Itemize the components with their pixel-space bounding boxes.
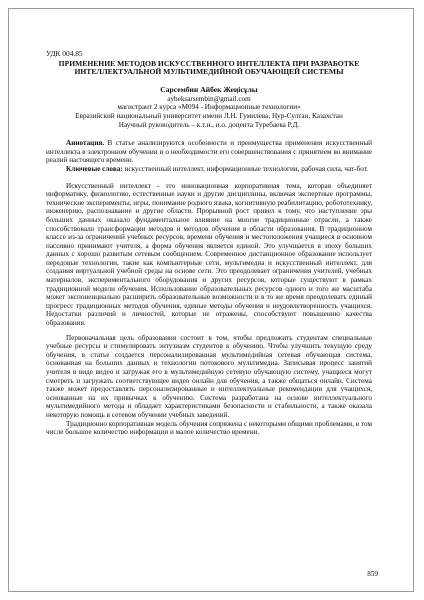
paragraph-2: Первоначальная цель образования состоит в том, чтобы предложить студентам специальные учебные ресурсы и стимулировать энтузиазм студентов к обучению. Чтобы улучшить текущую среду обучения, в статье создается персонализированная мультимедийная сетевая обучающая система, основанная на больших данных и технологии потокового мультимедиа. Записывая процесс занятий учителя в виде видео и загружая его в мультимедийную сетевую обучающую систему, учащиеся могут смотреть и загружать соответствующее видео онлайн для обучения, а также общаться онлайн. Система также может предоставлять персонализированные и интеллектуальные рекомендации для учащихся, основанные на их привычках к обучению. Система разработана на основе интеллектуального мультимедийного метода и обладает характеристиками безопасности и стабильности, а также оказала некоторую помощь в сетевом обучении учебных заведений. bbox=[46, 333, 372, 419]
author-name: Сарсембин Айбек Жеңісұлы bbox=[160, 85, 258, 95]
keywords bbox=[46, 165, 372, 174]
author-supervisor: Научный руководитель – к.т.н., и.о. доцента Туребаева Р.Д. bbox=[118, 120, 300, 129]
abstract-text: В статье анализируются особенности и преимущества применения искусственный интеллекта в электронном обучении и о необходимости его совершенствования с принятием во внимание реалий настоящего времени. bbox=[46, 139, 372, 165]
keywords-text: искусственный интеллект, информационные технологии, рабочая сила, чат-бот. bbox=[122, 164, 369, 173]
abstract bbox=[46, 139, 372, 165]
document-page bbox=[46, 50, 372, 437]
article-title: ПРИМЕНЕНИЕ МЕТОДОВ ИСКУССТВЕННОГО ИНТЕЛЛЕКТА ПРИ РАЗРАБОТКЕ ИНТЕЛЛЕКТУАЛЬНОЙ МУЛЬТИМЕДИЙНОЙ ОБУЧАЮЩЕЙ СИСТЕМЫ bbox=[58, 58, 360, 77]
author-degree: магистрант 2 курса «M094 - Информационные технологии» bbox=[117, 103, 301, 112]
paragraph-3: Традиционно корпоративная модель обучения сопряжена с некоторыми общими проблемами, в том числе большое количество информации и малое количество времени. bbox=[46, 419, 372, 437]
abstract-label: Аннотация. bbox=[66, 139, 105, 148]
keywords-label: Ключевые слова: bbox=[66, 164, 123, 173]
paragraph-1: Искусственный интеллект - это инновационная корпоративная тема, которая объединяет информатику, физиологию, естественные науки и другие дисциплины, включая экспертные программы, технические эксперименты, игры, понимание родного языка, когнитивную реабилитацию, робототехнику, инженерию, распознавание и другие области. Прорывной рост привел к тому, что наступление эры больших данных оказало фундаментальное влияние на многие традиционные отрасли, а также способствовало трансформации методов и методов обучения в области образования. В традиционном классе из-за ограничений учебных ресурсов, времени обучения и местоположения учащиеся в основном пассивно принимают учителя, а форма обучения является единой. Это улучшается в эпоху больших данных с хорошо развитым сетевым сообщением. Современное дистанционное образование использует передовые технологии, такие как компьютерные сети, мультимедиа и искусственный интеллект, для создания виртуальной учебной среды на основе сети. Это преодолевает ограничения учителей, учебных материалов, экспериментального оборудования и других ресурсов, которые существуют в рамках традиционной модели обучения. Использование образовательных ресурсов одного и того же масштаба может экспоненциально расширить образовательные возможности и в то же время преодолевать единый прогресс традиционных методов обучения, единые методы обучения и неудовлетворенность учащихся. Недостатки различий и личностей, которые не отражены, способствуют повышению качества образования. bbox=[46, 181, 372, 328]
udk-code: УДК 004.85 bbox=[46, 49, 83, 58]
author-university: Евразийский национальный университет имени Л.Н. Гумилева, Нур-Султан, Казахстан bbox=[75, 111, 343, 120]
page-number: 859 bbox=[367, 570, 378, 578]
author-email: aybeksarsembin@gmail.com bbox=[167, 94, 251, 103]
